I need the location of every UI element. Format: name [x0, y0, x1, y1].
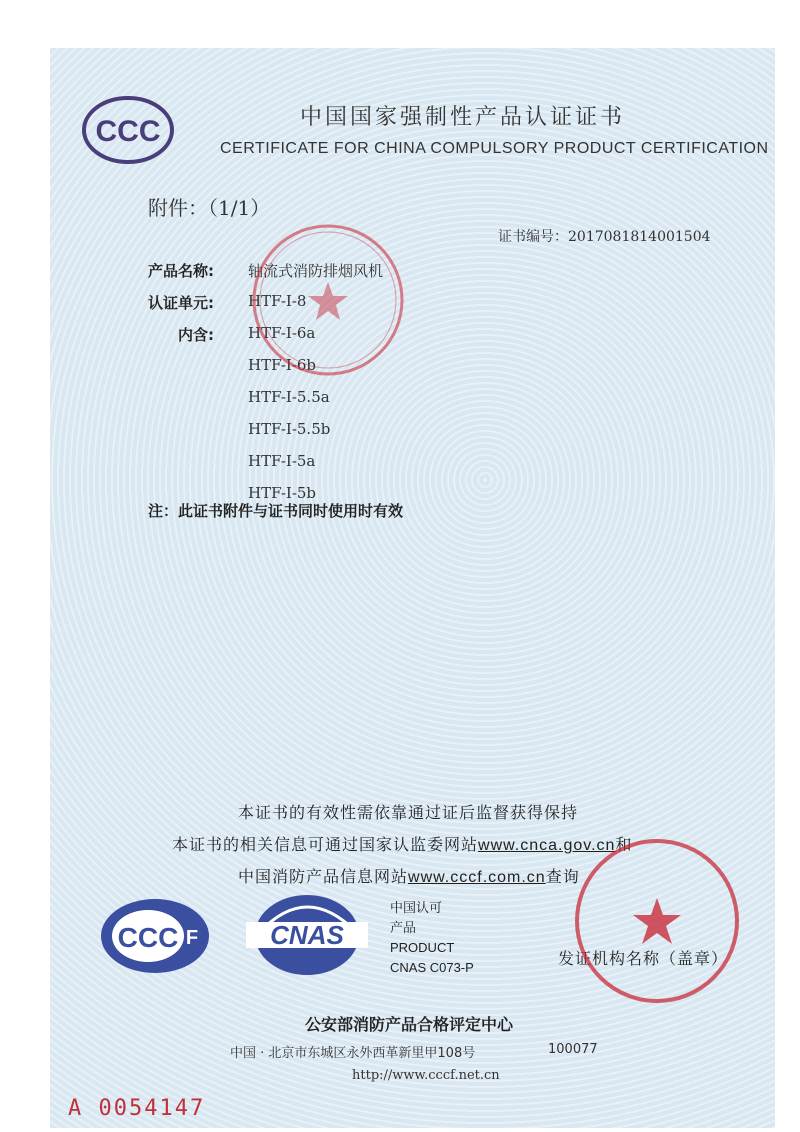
model-item: HTF-I-5.5b [248, 420, 331, 438]
validity-line-2-suffix: 和 [615, 835, 633, 854]
validity-line-2-text: 本证书的相关信息可通过国家认监委网站 [172, 835, 479, 854]
appendix-label: 附件：（1/1） [148, 196, 271, 220]
organization-website[interactable]: http://www.cccf.net.cn [352, 1068, 500, 1083]
company-seal-icon [248, 220, 408, 380]
cnas-logo-text: CNAS [270, 920, 344, 950]
validity-line-2 [172, 832, 632, 855]
ccc-logo-icon [82, 95, 174, 165]
cccf-logo-icon [100, 898, 210, 974]
validity-line-1: 本证书的有效性需依靠通过证后监督获得保持 [238, 803, 579, 822]
validity-note: 注：此证书附件与证书同时使用时有效 [148, 502, 404, 520]
accreditation-line: PRODUCT [390, 940, 455, 955]
cccf-link[interactable]: www.cccf.com.cn [408, 869, 546, 886]
ccc-logo-text: CCC [95, 115, 161, 148]
postcode: 100077 [548, 1042, 598, 1057]
accreditation-text [390, 898, 474, 978]
model-item: HTF-I-5b [248, 484, 317, 502]
product-name-label: 产品名称: [148, 262, 214, 280]
organization-address: 中国 · 北京市东城区永外西革新里甲108号 [230, 1046, 476, 1061]
contains-label: 内含: [178, 326, 214, 344]
title-en: CERTIFICATE FOR CHINA COMPULSORY PRODUCT CERTIFICATION [220, 140, 769, 157]
accreditation-line: CNAS C073-P [390, 960, 474, 975]
cnca-link[interactable]: www.cnca.gov.cn [478, 837, 616, 854]
product-name-value: 轴流式消防排烟风机 [248, 262, 384, 280]
cert-unit-value: HTF-I-8 [248, 292, 307, 310]
cccf-logo-suffix: F [185, 927, 199, 949]
accreditation-line: 中国认可 [390, 900, 443, 915]
model-item: HTF-I-6a [248, 324, 316, 342]
accreditation-line: 产品 [390, 920, 417, 935]
validity-line-3-suffix: 查询 [545, 867, 580, 886]
official-seal-icon [572, 836, 742, 1006]
title-cn: 中国国家强制性产品认证证书 [300, 105, 626, 130]
certificate-number: 证书编号：2017081814001504 [498, 229, 711, 245]
cert-unit-label: 认证单元: [148, 294, 214, 312]
validity-line-3-text: 中国消防产品信息网站 [238, 867, 409, 886]
cccf-logo-text: CCC [117, 922, 179, 953]
cnas-logo-icon [246, 892, 368, 978]
validity-line-3 [238, 864, 580, 887]
model-item: HTF-I-5a [248, 452, 316, 470]
issuing-organization: 公安部消防产品合格评定中心 [305, 1015, 514, 1034]
serial-number: A 0054147 [68, 1096, 206, 1121]
model-item: HTF-I-5.5a [248, 388, 330, 406]
issuer-label: 发证机构名称（盖章） [558, 949, 729, 968]
model-item: HTF-I-6b [248, 356, 317, 374]
